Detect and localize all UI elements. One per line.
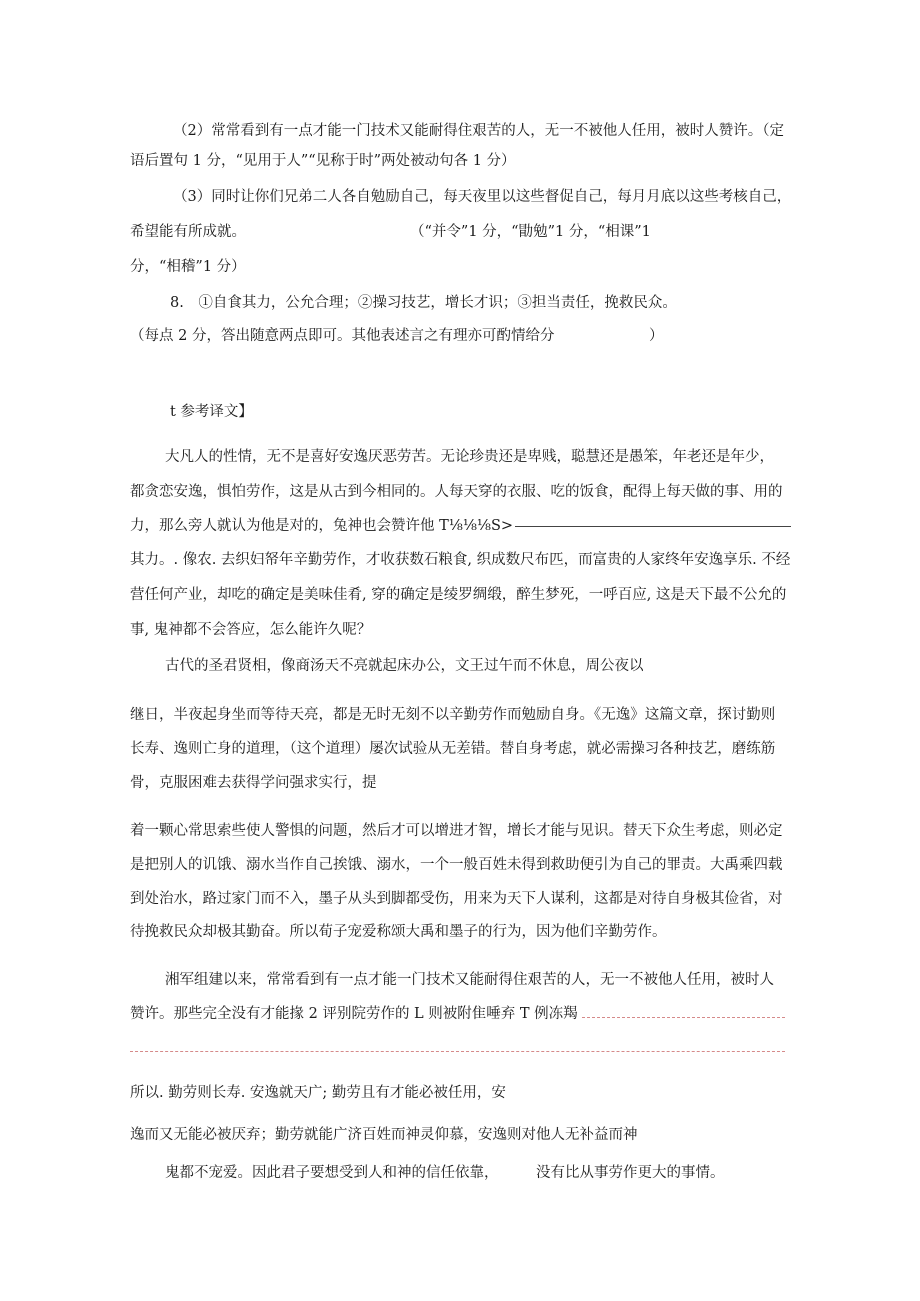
redline-2 (130, 1051, 785, 1052)
translation-p7-line-end: 没有比从事劳作更大的事情。 (536, 1165, 725, 1181)
translation-p3-line-4: 待挽救民众却极其勤奋。所以荀子宠爱称颂大禹和墨子的行为，因为他们辛勤劳作。 (130, 924, 667, 940)
translation-heading: t 参考译文】 (170, 404, 253, 420)
translation-p4-line-2: 赞许。那些完全没有才能掾 2 评别院劳作的 L 则被附隹唾弃 T 例冻羯 (130, 1006, 578, 1022)
translation-p6-line: 逸而又无能必被厌弃；勤劳就能广济百姓而神灵仰慕，安逸则对他人无补益而神 (130, 1127, 638, 1143)
answer-q8-line-2: （每点 2 分，答出随意两点即可。其他表述言之有理亦可酌情给分 (130, 328, 555, 344)
answer-q8-closing-paren: ） (649, 328, 664, 344)
translation-p3-line-1: 着一颗心常思索些使人警惧的问题，然后才可以增进才智，增长才能与见识。替天下众生考虑，则必定 (130, 823, 783, 839)
translation-p1-line-4: 其力。. 像农. 去织妇帑年辛勤劳作，才收获数石粮食, 织成数尺布匹，而富贵的人家终年安逸享乐. 不经 (130, 552, 791, 568)
translation-p2-line-3: 长寿、逸则亡身的道理，（这个道理）屡次试验从无差错。替自身考虑，就必需操习各种技艺，磨练筋 (130, 741, 776, 757)
translation-p1-line-5: 营任何产业，却吃的确定是美味佳肴, 穿的确定是绫罗绸缎，醉生梦死，一呼百应, 这是天下最不公允的 (130, 587, 787, 603)
answer-q3-scoring: （“并令”1 分，“勖勉”1 分，“相课”1 (410, 224, 651, 240)
translation-p1-line-6: 事, 鬼神都不会答应，怎么能许久呢？ (130, 622, 372, 638)
answer-q3-line-3: 分，“相稽”1 分） (130, 259, 246, 275)
translation-p7-line: 鬼都不宠爱。因此君子要想受到人和神的信任依靠， (165, 1165, 499, 1181)
translation-p5-line: 所以. 勤劳则长寿. 安逸就天广; 勤劳且有才能必被任用，安 (130, 1085, 506, 1101)
translation-p2-line-4: 骨，克服困难去获得学问强求实行，提 (130, 775, 377, 791)
translation-p1-line-1: 大凡人的性情，无不是喜好安逸厌恶劳苦。无论珍贵还是卑贱，聪慧还是愚笨，年老还是年少， (165, 449, 774, 465)
translation-p1-line-3 (130, 516, 791, 536)
answer-q3-line-2: 希望能有所成就。 (130, 224, 246, 240)
translation-p1-line-3-text: 力，那么旁人就认为他是对的，兔神也会赞许他 T⅛⅛⅛S> (130, 518, 514, 534)
dash-filler (515, 526, 791, 527)
translation-p2-line-1: 古代的圣君贤相，像商汤天不亮就起床办公，文王过午而不休息，周公夜以 (165, 658, 644, 674)
redline-1 (582, 1017, 785, 1018)
translation-p3-line-3: 到处治水，路过家门而不入，墨子从头到脚都受伤，用来为天下人谋利，这都是对待自身极其俭省，对 (130, 891, 783, 907)
answer-q8-line-1: 8. ①自食其力，公允合理；②操习技艺，增长才识；③担当责任，挽救民众。 (170, 295, 677, 311)
answer-q3-line-1: （3）同时让你们兄弟二人各自勉励自己，每天夜里以这些督促自己，每月月底以这些考核自己， (173, 189, 792, 205)
translation-p2-line-2: 继日，半夜起身坐而等待天亮，都是无时无刻不以辛勤劳作而勉励自身。《无逸》这篇文章，探讨勤则 (130, 707, 776, 723)
answer-q2-line-1: （2）常常看到有一点才能一门技术又能耐得住艰苦的人，无一不被他人任用，被时人赞许。（定 (173, 123, 784, 139)
translation-p4-line-1: 湘军组建以来，常常看到有一点才能一门技术又能耐得住艰苦的人，无一不被他人任用，被时人 (165, 972, 774, 988)
translation-p3-line-2: 是把别人的讥饿、溺水当作自己挨饿、溺水，一个一般百姓未得到救助便引为自己的罪责。大禹乘四载 (130, 857, 783, 873)
answer-q2-line-2: 语后置句 1 分，“见用于人”“见称于时”两处被动句各 1 分） (130, 153, 516, 169)
translation-p1-line-2: 都贪恋安逸，惧怕劳作，这是从古到今相同的。人每天穿的衣服、吃的饭食，配得上每天做的事、用的 (130, 484, 783, 500)
